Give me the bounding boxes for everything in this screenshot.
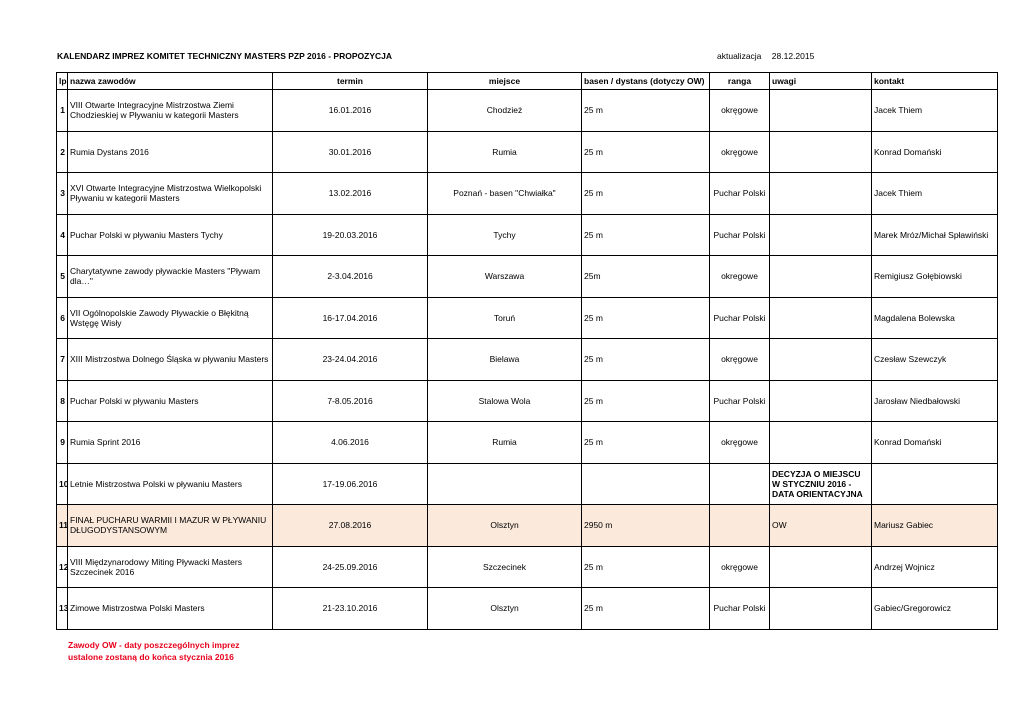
update-label: aktualizacja <box>717 51 762 61</box>
row-number: 5 <box>57 256 68 298</box>
event-name: XIII Mistrzostwa Dolnego Śląska w pływaniu Masters <box>68 339 273 381</box>
event-date: 7-8.05.2016 <box>273 380 428 422</box>
event-pool: 25 m <box>582 339 710 381</box>
table-row <box>57 131 998 173</box>
event-place: Warszawa <box>428 256 582 298</box>
event-name: Puchar Polski w pływaniu Masters Tychy <box>68 214 273 256</box>
table-row <box>57 422 998 464</box>
column-header-place: miejsce <box>428 73 582 90</box>
event-pool: 25 m <box>582 173 710 215</box>
event-date: 16-17.04.2016 <box>273 297 428 339</box>
table-row <box>57 297 998 339</box>
update-info <box>717 51 814 61</box>
event-contact: Mariusz Gabiec <box>872 505 998 547</box>
event-contact: Konrad Domański <box>872 131 998 173</box>
event-place <box>428 463 582 505</box>
event-place: Rumia <box>428 131 582 173</box>
event-notes <box>770 546 872 588</box>
event-date: 4.06.2016 <box>273 422 428 464</box>
event-rank: okręgowe <box>710 339 770 381</box>
event-contact: Jarosław Niedbałowski <box>872 380 998 422</box>
event-rank: Puchar Polski <box>710 214 770 256</box>
event-rank: okręgowe <box>710 131 770 173</box>
event-place: Chodzież <box>428 90 582 132</box>
column-header-notes: uwagi <box>770 73 872 90</box>
event-rank <box>710 463 770 505</box>
table-row <box>57 256 998 298</box>
column-header-lp: lp <box>57 73 68 90</box>
event-contact: Konrad Domański <box>872 422 998 464</box>
event-date: 16.01.2016 <box>273 90 428 132</box>
row-number: 10 <box>57 463 68 505</box>
table-row <box>57 546 998 588</box>
event-rank: okręgowe <box>710 90 770 132</box>
table-row <box>57 588 998 630</box>
row-number: 13 <box>57 588 68 630</box>
document-title: KALENDARZ IMPREZ KOMITET TECHNICZNY MASTERS PZP 2016 - PROPOZYCJA <box>57 51 392 61</box>
event-date: 21-23.10.2016 <box>273 588 428 630</box>
event-notes <box>770 339 872 381</box>
event-pool: 25 m <box>582 131 710 173</box>
event-name: VIII Otwarte Integracyjne Mistrzostwa Ziemi Chodzieskiej w Pływaniu w kategorii Masters <box>68 90 273 132</box>
column-header-name: nazwa zawodów <box>68 73 273 90</box>
table-header-row <box>57 73 998 90</box>
event-place: Olsztyn <box>428 505 582 547</box>
event-place: Toruń <box>428 297 582 339</box>
event-date: 2-3.04.2016 <box>273 256 428 298</box>
event-name: VII Ogólnopolskie Zawody Pływackie o Błękitną Wstęgę Wisły <box>68 297 273 339</box>
event-place: Bielawa <box>428 339 582 381</box>
event-pool: 25 m <box>582 90 710 132</box>
table-row <box>57 90 998 132</box>
event-pool: 25 m <box>582 588 710 630</box>
event-notes <box>770 214 872 256</box>
table-row <box>57 214 998 256</box>
event-name: FINAŁ PUCHARU WARMII I MAZUR W PŁYWANIU DŁUGODYSTANSOWYM <box>68 505 273 547</box>
row-number: 9 <box>57 422 68 464</box>
event-date: 17-19.06.2016 <box>273 463 428 505</box>
footnote-line-2: ustalone zostaną do końca stycznia 2016 <box>68 652 234 662</box>
table-row-highlighted <box>57 505 998 547</box>
event-place: Rumia <box>428 422 582 464</box>
event-notes <box>770 380 872 422</box>
event-contact: Remigiusz Gołębiowski <box>872 256 998 298</box>
footnote <box>68 639 239 663</box>
event-rank: Puchar Polski <box>710 380 770 422</box>
event-pool: 25 m <box>582 380 710 422</box>
event-pool: 25 m <box>582 422 710 464</box>
event-contact: Magdalena Bolewska <box>872 297 998 339</box>
row-number: 6 <box>57 297 68 339</box>
event-place: Olsztyn <box>428 588 582 630</box>
event-notes <box>770 173 872 215</box>
row-number: 12 <box>57 546 68 588</box>
event-rank: Puchar Polski <box>710 297 770 339</box>
event-contact: Gabiec/Gregorowicz <box>872 588 998 630</box>
event-rank: okręgowe <box>710 422 770 464</box>
column-header-term: termin <box>273 73 428 90</box>
event-name: Puchar Polski w pływaniu Masters <box>68 380 273 422</box>
event-rank: Puchar Polski <box>710 588 770 630</box>
event-notes <box>770 588 872 630</box>
events-table <box>56 72 998 630</box>
event-name: Rumia Sprint 2016 <box>68 422 273 464</box>
column-header-rank: ranga <box>710 73 770 90</box>
event-pool: 25 m <box>582 297 710 339</box>
event-notes <box>770 297 872 339</box>
row-number: 1 <box>57 90 68 132</box>
table-row <box>57 173 998 215</box>
event-notes <box>770 422 872 464</box>
event-name: Letnie Mistrzostwa Polski w pływaniu Masters <box>68 463 273 505</box>
event-notes: DECYZJA O MIEJSCU W STYCZNIU 2016 - DATA ORIENTACYJNA <box>770 463 872 505</box>
column-header-pool: basen / dystans (dotyczy OW) <box>582 73 710 90</box>
event-place: Tychy <box>428 214 582 256</box>
row-number: 11 <box>57 505 68 547</box>
event-name: Rumia Dystans 2016 <box>68 131 273 173</box>
event-rank <box>710 505 770 547</box>
event-notes: OW <box>770 505 872 547</box>
row-number: 4 <box>57 214 68 256</box>
event-notes <box>770 256 872 298</box>
event-contact: Czesław Szewczyk <box>872 339 998 381</box>
event-date: 23-24.04.2016 <box>273 339 428 381</box>
event-date: 24-25.09.2016 <box>273 546 428 588</box>
event-place: Stalowa Wola <box>428 380 582 422</box>
event-date: 27.08.2016 <box>273 505 428 547</box>
row-number: 3 <box>57 173 68 215</box>
event-pool: 25m <box>582 256 710 298</box>
event-name: XVI Otwarte Integracyjne Mistrzostwa Wielkopolski Pływaniu w kategorii Masters <box>68 173 273 215</box>
event-place: Poznań - basen "Chwiałka" <box>428 173 582 215</box>
update-date: 28.12.2015 <box>771 51 815 61</box>
row-number: 2 <box>57 131 68 173</box>
event-pool: 25 m <box>582 214 710 256</box>
event-date: 19-20.03.2016 <box>273 214 428 256</box>
event-contact: Andrzej Wojnicz <box>872 546 998 588</box>
footnote-line-1: Zawody OW - daty poszczególnych imprez <box>68 640 240 650</box>
table-row <box>57 380 998 422</box>
event-place: Szczecinek <box>428 546 582 588</box>
event-notes <box>770 90 872 132</box>
column-header-contact: kontakt <box>872 73 998 90</box>
event-name: Charytatywne zawody pływackie Masters "Pływam dla…" <box>68 256 273 298</box>
event-name: VIII Międzynarodowy Miting Pływacki Masters Szczecinek 2016 <box>68 546 273 588</box>
event-contact <box>872 463 998 505</box>
row-number: 8 <box>57 380 68 422</box>
event-contact: Jacek Thiem <box>872 90 998 132</box>
event-contact: Jacek Thiem <box>872 173 998 215</box>
event-date: 30.01.2016 <box>273 131 428 173</box>
event-rank: okregowe <box>710 256 770 298</box>
event-pool <box>582 463 710 505</box>
event-rank: okręgowe <box>710 546 770 588</box>
event-date: 13.02.2016 <box>273 173 428 215</box>
table-row <box>57 339 998 381</box>
event-contact: Marek Mróz/Michał Spławiński <box>872 214 998 256</box>
row-number: 7 <box>57 339 68 381</box>
event-name: Zimowe Mistrzostwa Polski Masters <box>68 588 273 630</box>
table-row <box>57 463 998 505</box>
event-pool: 2950 m <box>582 505 710 547</box>
event-notes <box>770 131 872 173</box>
event-rank: Puchar Polski <box>710 173 770 215</box>
event-pool: 25 m <box>582 546 710 588</box>
